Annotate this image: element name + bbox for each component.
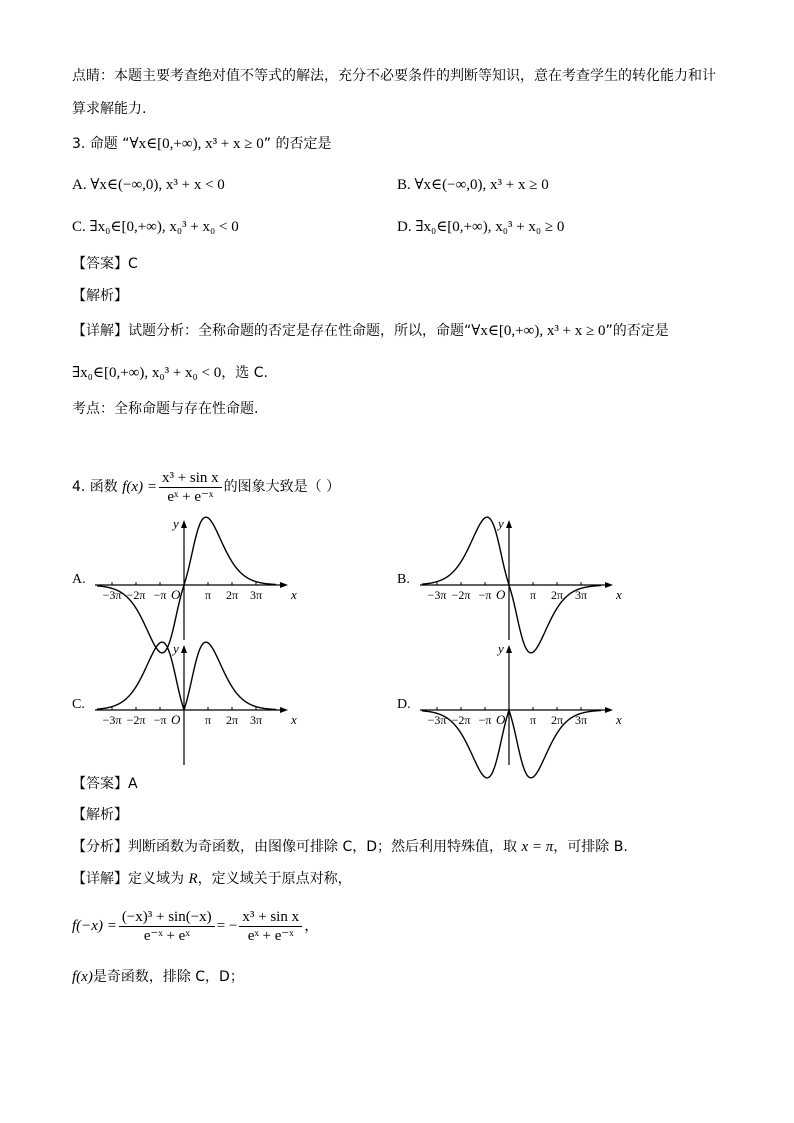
graph-c-tick-label: −π	[153, 713, 167, 727]
q4-eq-fraction-2	[239, 908, 302, 945]
graph-c-tick-label: 2π	[225, 713, 239, 727]
q4-detail-m: R	[188, 871, 198, 887]
q4-last-b: 是奇函数，排除 C，D；	[92, 969, 244, 985]
graph-a-origin-label: O	[171, 587, 181, 602]
q4-eq-lhs: f(−x) =	[72, 918, 117, 934]
q4-last-m: f(x)	[72, 969, 93, 985]
q4-eq-num-2: x³ + sin x	[239, 908, 302, 927]
graph-b-y-label: y	[498, 516, 504, 531]
dianjing-line-2: 算求解能力.	[72, 101, 147, 117]
graph-d-tick-label: −π	[478, 713, 492, 727]
graph-b-tick-label: −3π	[427, 588, 447, 602]
q4-detail-b: ，定义域关于原点对称，	[197, 871, 352, 887]
graph-c-x-label: x	[291, 712, 297, 727]
graph-b-x-label: x	[616, 587, 622, 602]
graph-b-tick-label: π	[529, 588, 537, 602]
graph-d-x-arrow-icon	[605, 707, 613, 713]
graph-a-tick-label: −2π	[126, 588, 146, 602]
graph-d-tick-label: −3π	[427, 713, 447, 727]
q4-stem-denominator: eˣ + e⁻ˣ	[167, 488, 214, 505]
graph-a-x-label: x	[291, 587, 297, 602]
q3-stem-pre: 3. 命题 “	[72, 136, 130, 152]
graph-a-tick-label: −3π	[102, 588, 122, 602]
q3-detail-1m: ∀x∈[0,+∞), x³ + x ≥ 0	[471, 323, 606, 339]
q3-jiexi: 【解析】	[72, 288, 128, 304]
graph-c-tick-label: 3π	[249, 713, 263, 727]
q4-fenxi-m: x = π	[521, 839, 554, 855]
graph-d-label: D.	[397, 697, 411, 712]
graph-d-tick-label: −2π	[451, 713, 471, 727]
graph-a-tick-label: π	[204, 588, 212, 602]
q4-stem-numerator: x³ + sin x	[159, 469, 222, 488]
q3-kaodian: 考点：全称命题与存在性命题.	[72, 401, 259, 417]
q3-stem-post: ” 的否定是	[263, 136, 332, 152]
q3-option-b: B. ∀x∈(−∞,0), x³ + x ≥ 0	[397, 177, 549, 193]
q4-jiexi: 【解析】	[72, 807, 128, 823]
graph-d-tick-label: 2π	[550, 713, 564, 727]
graph-a-y-arrow-icon	[181, 520, 187, 528]
graph-c-tick-label: −3π	[102, 713, 122, 727]
q3-detail-1b: ”的否定是	[605, 323, 669, 339]
q3-detail-2m: ∃x₀∈[0,+∞), x₀³ + x₀ < 0	[72, 365, 222, 381]
graph-a-x-arrow-icon	[280, 582, 288, 588]
q4-fenxi	[72, 837, 628, 857]
q3-option-c: C. ∃x₀∈[0,+∞), x₀³ + x₀ < 0	[72, 219, 239, 235]
q4-eq-den-1: e⁻ˣ + eˣ	[143, 928, 190, 945]
graph-c-origin-label: O	[171, 712, 181, 727]
graph-a-tick-label: 3π	[249, 588, 263, 602]
q3-detail-1a: 【详解】试题分析：全称命题的否定是存在性命题，所以，命题“	[72, 323, 472, 339]
graph-d-origin-label: O	[496, 712, 506, 727]
q4-fenxi-b: ，可排除 B.	[553, 839, 628, 855]
q4-equation	[72, 904, 319, 947]
graph-b-tick-label: 2π	[550, 588, 564, 602]
graph-a-tick-label: 2π	[225, 588, 239, 602]
graph-b-y-arrow-icon	[506, 520, 512, 528]
q4-eq-mid: = −	[216, 918, 238, 934]
q3-option-a: A. ∀x∈(−∞,0), x³ + x < 0	[72, 177, 225, 193]
graph-c-x-arrow-icon	[280, 707, 288, 713]
graph-b-label: B.	[397, 572, 410, 587]
q4-detail	[72, 869, 352, 889]
graph-b-tick-label: −2π	[451, 588, 471, 602]
graph-c-label: C.	[72, 697, 85, 712]
q3-option-d: D. ∃x₀∈[0,+∞), x₀³ + x₀ ≥ 0	[397, 219, 565, 235]
q4-detail-a: 【详解】定义域为	[72, 871, 189, 887]
q4-eq-fraction-1	[119, 908, 215, 945]
graph-b-tick-label: −π	[478, 588, 492, 602]
graph-a-label: A.	[72, 572, 86, 587]
graph-c-y-label: y	[173, 641, 179, 656]
q4-fenxi-a: 【分析】判断函数为奇函数，由图像可排除 C，D；然后利用特殊值，取	[72, 839, 522, 855]
q4-answer: 【答案】A	[72, 776, 138, 792]
q4-last-line	[72, 967, 244, 987]
graph-d-y-arrow-icon	[506, 645, 512, 653]
q4-eq-den-2: eˣ + e⁻ˣ	[247, 928, 294, 945]
graph-b-tick-label: 3π	[574, 588, 588, 602]
graph-a-y-label: y	[173, 516, 179, 531]
graph-c-y-arrow-icon	[181, 645, 187, 653]
q4-stem-post: 的图象大致是（ ）	[223, 479, 341, 495]
q4-eq-num-1: (−x)³ + sin(−x)	[119, 908, 215, 927]
graph-d-y-label: y	[498, 641, 504, 656]
q4-stem-fx: f(x) =	[122, 479, 157, 495]
graph-b-origin-label: O	[496, 587, 506, 602]
graph-d-tick-label: π	[529, 713, 537, 727]
graph-a-tick-label: −π	[153, 588, 167, 602]
graph-d-x-label: x	[616, 712, 622, 727]
graph-c-tick-label: π	[204, 713, 212, 727]
q4-stem-pre: 4. 函数	[72, 479, 123, 495]
q3-detail-2b: ，选 C.	[221, 365, 268, 381]
q4-eq-end: ，	[304, 916, 320, 934]
graph-d-tick-label: 3π	[574, 713, 588, 727]
q3-stem-math: ∀x∈[0,+∞), x³ + x ≥ 0	[129, 136, 264, 152]
graph-c-tick-label: −2π	[126, 713, 146, 727]
graph-b-x-arrow-icon	[605, 582, 613, 588]
dianjing-line-1: 点睛：本题主要考查绝对值不等式的解法，充分不必要条件的判断等知识，意在考查学生的转化能力和计	[72, 68, 716, 84]
q3-answer: 【答案】C	[72, 256, 138, 272]
